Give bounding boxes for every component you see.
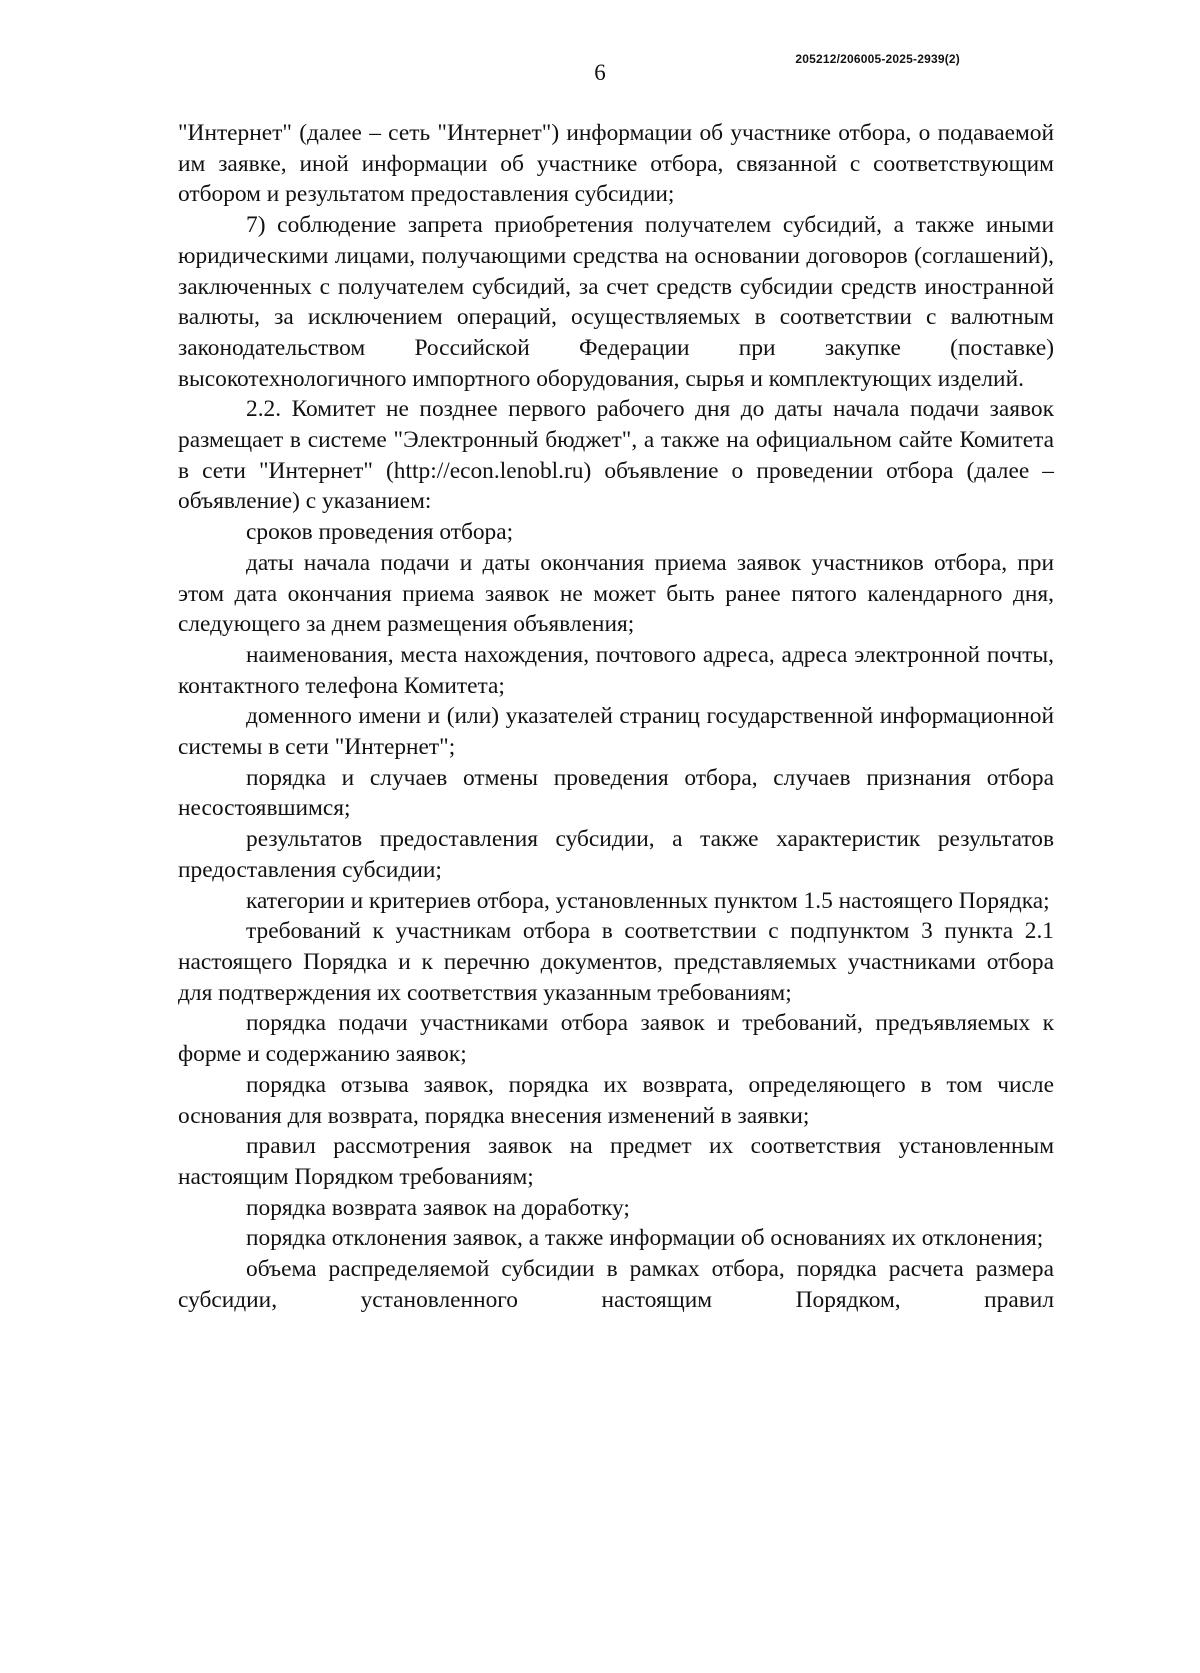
list-item-dates: даты начала подачи и даты окончания приема заявок участников отбора, при этом дата окончания приема заявок не может быть ранее пятого календарного дня, следующего за днем размещения объявления; <box>178 549 1054 638</box>
list-item-review-rules: правил рассмотрения заявок на предмет их соответствия установленным настоящим Порядком требованиям; <box>178 1133 1054 1190</box>
list-item-results: результатов предоставления субсидии, а также характеристик результатов предоставления субсидии; <box>178 826 1054 883</box>
list-item-volume: объема распределяемой субсидии в рамках отбора, порядка расчета размера субсидии, установленного настоящим Порядком, правил <box>178 1256 1054 1313</box>
page-number: 6 <box>594 60 606 85</box>
list-item-submission: порядка подачи участниками отбора заявок и требований, предъявляемых к форме и содержанию заявок; <box>178 1010 1054 1068</box>
document-body <box>178 118 1054 1315</box>
list-item-criteria: категории и критериев отбора, установленных пунктом 1.5 настоящего Порядка; <box>246 887 1050 914</box>
paragraph-2-2: 2.2. Комитет не позднее первого рабочего дня до даты начала подачи заявок размещает в системе "Электронный бюджет", а также на официальном сайте Комитета в сети "Интернет" (http://econ.lenobl.ru) объявление о проведении отбора (далее – объявление) с указанием: <box>178 396 1054 515</box>
paragraph-item-7: 7) соблюдение запрета приобретения получателем субсидий, а также иными юридическими лицами, получающими средства на основании договоров (соглашений), заключенных с получателем субсидий, за счет средств субсидии средств иностранной валюты, за исключением операций, осуществляемых в соответствии с валютным законодательством Российской Федерации при закупке (поставке) высокотехнологичного импортного оборудования, сырья и комплектующих изделий. <box>178 212 1054 392</box>
list-item-rejection: порядка отклонения заявок, а также информации об основаниях их отклонения; <box>246 1225 1044 1252</box>
list-item-withdrawal: порядка отзыва заявок, порядка их возврата, определяющего в том числе основания для возврата, порядка внесения изменений в заявки; <box>178 1071 1054 1129</box>
list-item-contacts: наименования, места нахождения, почтового адреса, адреса электронной почты, контактного телефона Комитета; <box>178 641 1054 699</box>
paragraph-internet-info: "Интернет" (далее – сеть "Интернет") информации об участнике отбора, о подаваемой им заявке, иной информации об участнике отбора, связанной с соответствующим отбором и результатом предоставления субсидии; <box>178 120 1054 208</box>
list-item-return: порядка возврата заявок на доработку; <box>246 1194 630 1221</box>
document-id: 205212/206005-2025-2939(2) <box>795 52 960 66</box>
list-item-cancellation: порядка и случаев отмены проведения отбора, случаев признания отбора несостоявшимся; <box>178 764 1054 822</box>
list-item-terms: сроков проведения отбора; <box>246 519 514 546</box>
list-item-domain: доменного имени и (или) указателей страниц государственной информационной системы в сети "Интернет"; <box>178 703 1054 761</box>
list-item-requirements: требований к участникам отбора в соответствии с подпунктом 3 пункта 2.1 настоящего Порядка и к перечню документов, представляемых участниками отбора для подтверждения их соответствия указанным требованиям; <box>178 918 1054 1006</box>
